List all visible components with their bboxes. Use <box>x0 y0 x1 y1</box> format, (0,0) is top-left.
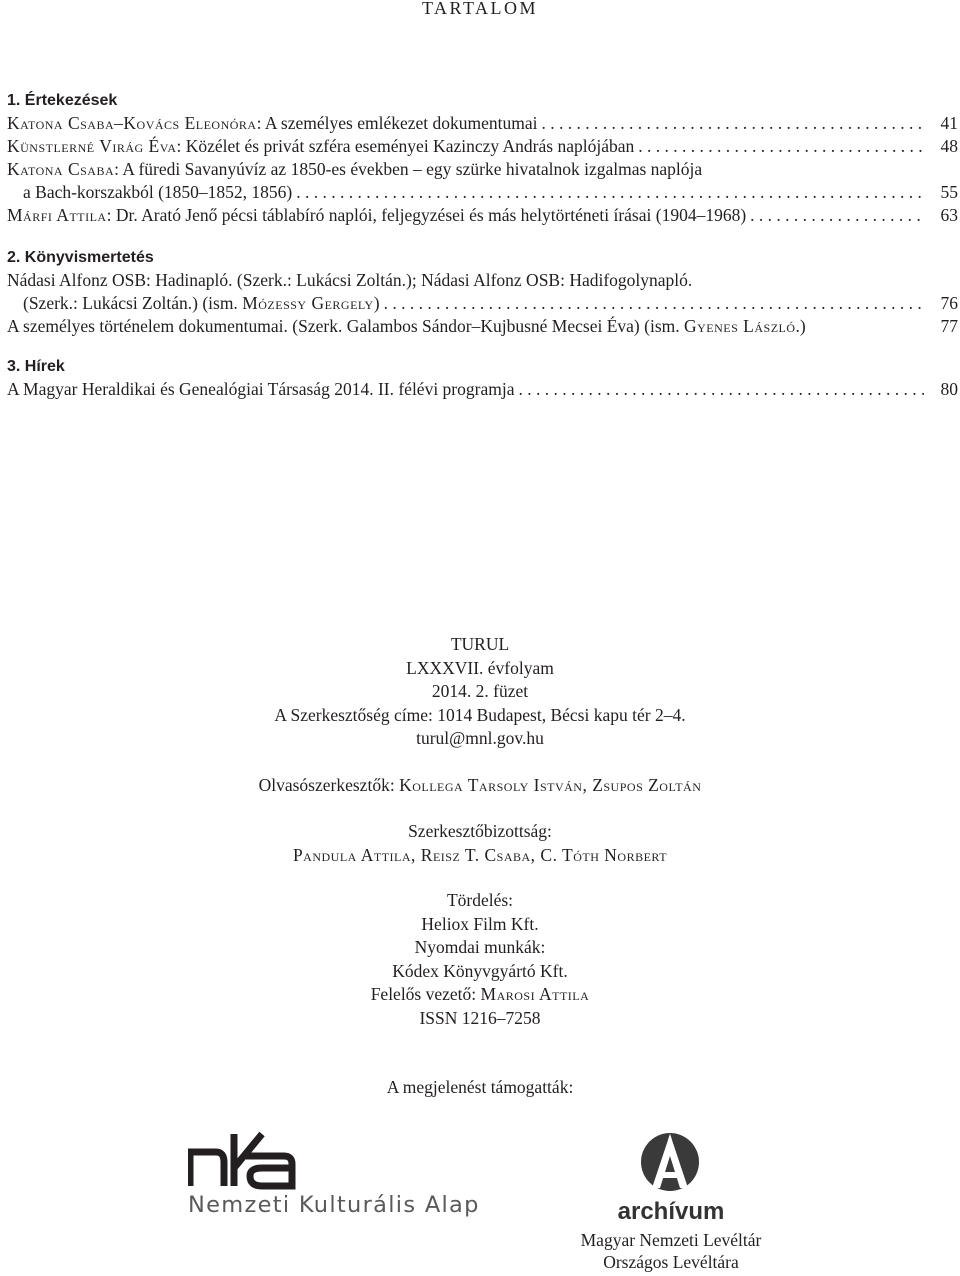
entry-title: : A személyes emlékezet dokumentumai <box>256 113 538 133</box>
toc-section-2 <box>7 247 958 338</box>
entry-title-continued: a Bach-korszakból (1850–1852, 1856) <box>23 182 293 202</box>
leader-dots <box>384 292 924 315</box>
archive-mark-icon <box>640 1128 700 1196</box>
leader-dots <box>518 378 924 401</box>
editorial-email[interactable]: turul@mnl.gov.hu <box>416 728 544 748</box>
toc-entry[interactable] <box>7 315 958 338</box>
journal-volume: LXXXVII. évfolyam <box>406 657 554 678</box>
toc-entry[interactable] <box>7 204 958 227</box>
imprint-production <box>0 889 960 1030</box>
entry-reviewer: Gyenes László <box>684 316 796 336</box>
nka-mark-icon <box>188 1130 298 1190</box>
toc-entry-continuation[interactable] <box>7 292 958 315</box>
toc-entry[interactable] <box>7 112 958 135</box>
archive-wordmark: archívum <box>617 1198 725 1225</box>
toc-entry-continuation[interactable] <box>7 181 958 204</box>
page-number: 48 <box>940 136 958 156</box>
manager-label: Felelős vezető: <box>370 984 481 1004</box>
section-heading: 3. Hírek <box>7 358 65 375</box>
section-heading: 1. Értekezések <box>7 92 118 109</box>
page-number: 76 <box>940 293 958 313</box>
entry-close: .) <box>795 316 806 336</box>
toc-section-1 <box>7 90 958 227</box>
entry-title: : A füredi Savanyúvíz az 1850-es években – egy szürke hivatalnok izgalmas naplója <box>114 159 703 179</box>
page-number: 80 <box>940 379 958 399</box>
support-label: A megjelenést támogatták: <box>386 1077 574 1097</box>
page-number: 55 <box>940 182 958 202</box>
leader-dots <box>638 135 924 158</box>
page-number: 63 <box>940 205 958 225</box>
entry-title: Nádasi Alfonz OSB: Hadinapló. (Szerk.: Lukácsi Zoltán.); Nádasi Alfonz OSB: Hadifogolynapló. <box>7 270 693 290</box>
editorial-address: A Szerkesztőség címe: 1014 Budapest, Bécsi kapu tér 2–4. <box>274 704 686 725</box>
archive-logo <box>560 1128 782 1276</box>
manager-name: Marosi Attila <box>480 984 590 1004</box>
entry-author: Katona Csaba–Kovács Eleonóra <box>7 113 257 133</box>
archive-name-line2: Országos Levéltára <box>603 1252 739 1272</box>
section-heading: 2. Könyvismertetés <box>7 249 154 266</box>
entry-reviewer: Mózessy Gergely <box>242 293 374 313</box>
imprint-board <box>0 820 960 867</box>
entry-title: : Dr. Arató Jenő pécsi táblabíró naplói, feljegyzései és más helytörténeti írásai (1904–1968) <box>106 205 747 225</box>
print-company: Kódex Könyvgyártó Kft. <box>392 960 568 981</box>
board-label: Szerkesztőbizottság: <box>408 821 552 841</box>
nka-caption: Nemzeti Kulturális Alap <box>188 1192 480 1218</box>
board-names: Pandula Attila, Reisz T. Csaba, C. Tóth Norbert <box>292 844 668 865</box>
toc-entry[interactable] <box>7 135 958 158</box>
entry-close: ) <box>373 293 380 313</box>
page-number: 77 <box>940 316 958 336</box>
journal-issue: 2014. 2. füzet <box>431 681 529 701</box>
toc-entry[interactable] <box>7 378 958 401</box>
leader-dots <box>542 112 925 135</box>
print-label: Nyomdai munkák: <box>414 937 546 957</box>
nka-logo <box>188 1128 480 1220</box>
entry-title: A személyes történelem dokumentumai. (Szerk. Galambos Sándor–Kujbusné Mecsei Éva) (ism. <box>7 316 684 336</box>
toc-entry[interactable] <box>7 269 958 292</box>
page-title: TARTALOM <box>421 0 539 18</box>
entry-title: A Magyar Heraldikai és Genealógiai Társaság 2014. II. félévi programja <box>7 379 515 399</box>
page-number: 41 <box>940 113 958 133</box>
entry-author: Márfi Attila <box>7 205 107 225</box>
archive-name-line1: Magyar Nemzeti Levéltár <box>580 1230 762 1250</box>
toc-entry[interactable] <box>7 158 958 181</box>
layout-label: Tördelés: <box>446 890 514 910</box>
issn: ISSN 1216–7258 <box>419 1007 541 1028</box>
journal-name: TURUL <box>450 634 510 654</box>
entry-title-continued: (Szerk.: Lukácsi Zoltán.) (ism. <box>23 293 243 313</box>
layout-company: Heliox Film Kft. <box>421 913 539 934</box>
leader-dots <box>296 181 924 204</box>
leader-dots <box>750 204 924 227</box>
entry-author: Künstlerné Virág Éva <box>7 136 177 156</box>
toc-section-3 <box>7 356 958 401</box>
imprint-readers <box>0 774 960 798</box>
entry-title: : Közélet és privát szféra eseményei Kazinczy András naplójában <box>176 136 635 156</box>
entry-author: Katona Csaba <box>7 159 115 179</box>
readers-label: Olvasószerkesztők: <box>258 775 400 795</box>
imprint-journal-block <box>0 633 960 751</box>
readers-names: Kollega Tarsoly István, Zsupos Zoltán <box>399 775 702 795</box>
